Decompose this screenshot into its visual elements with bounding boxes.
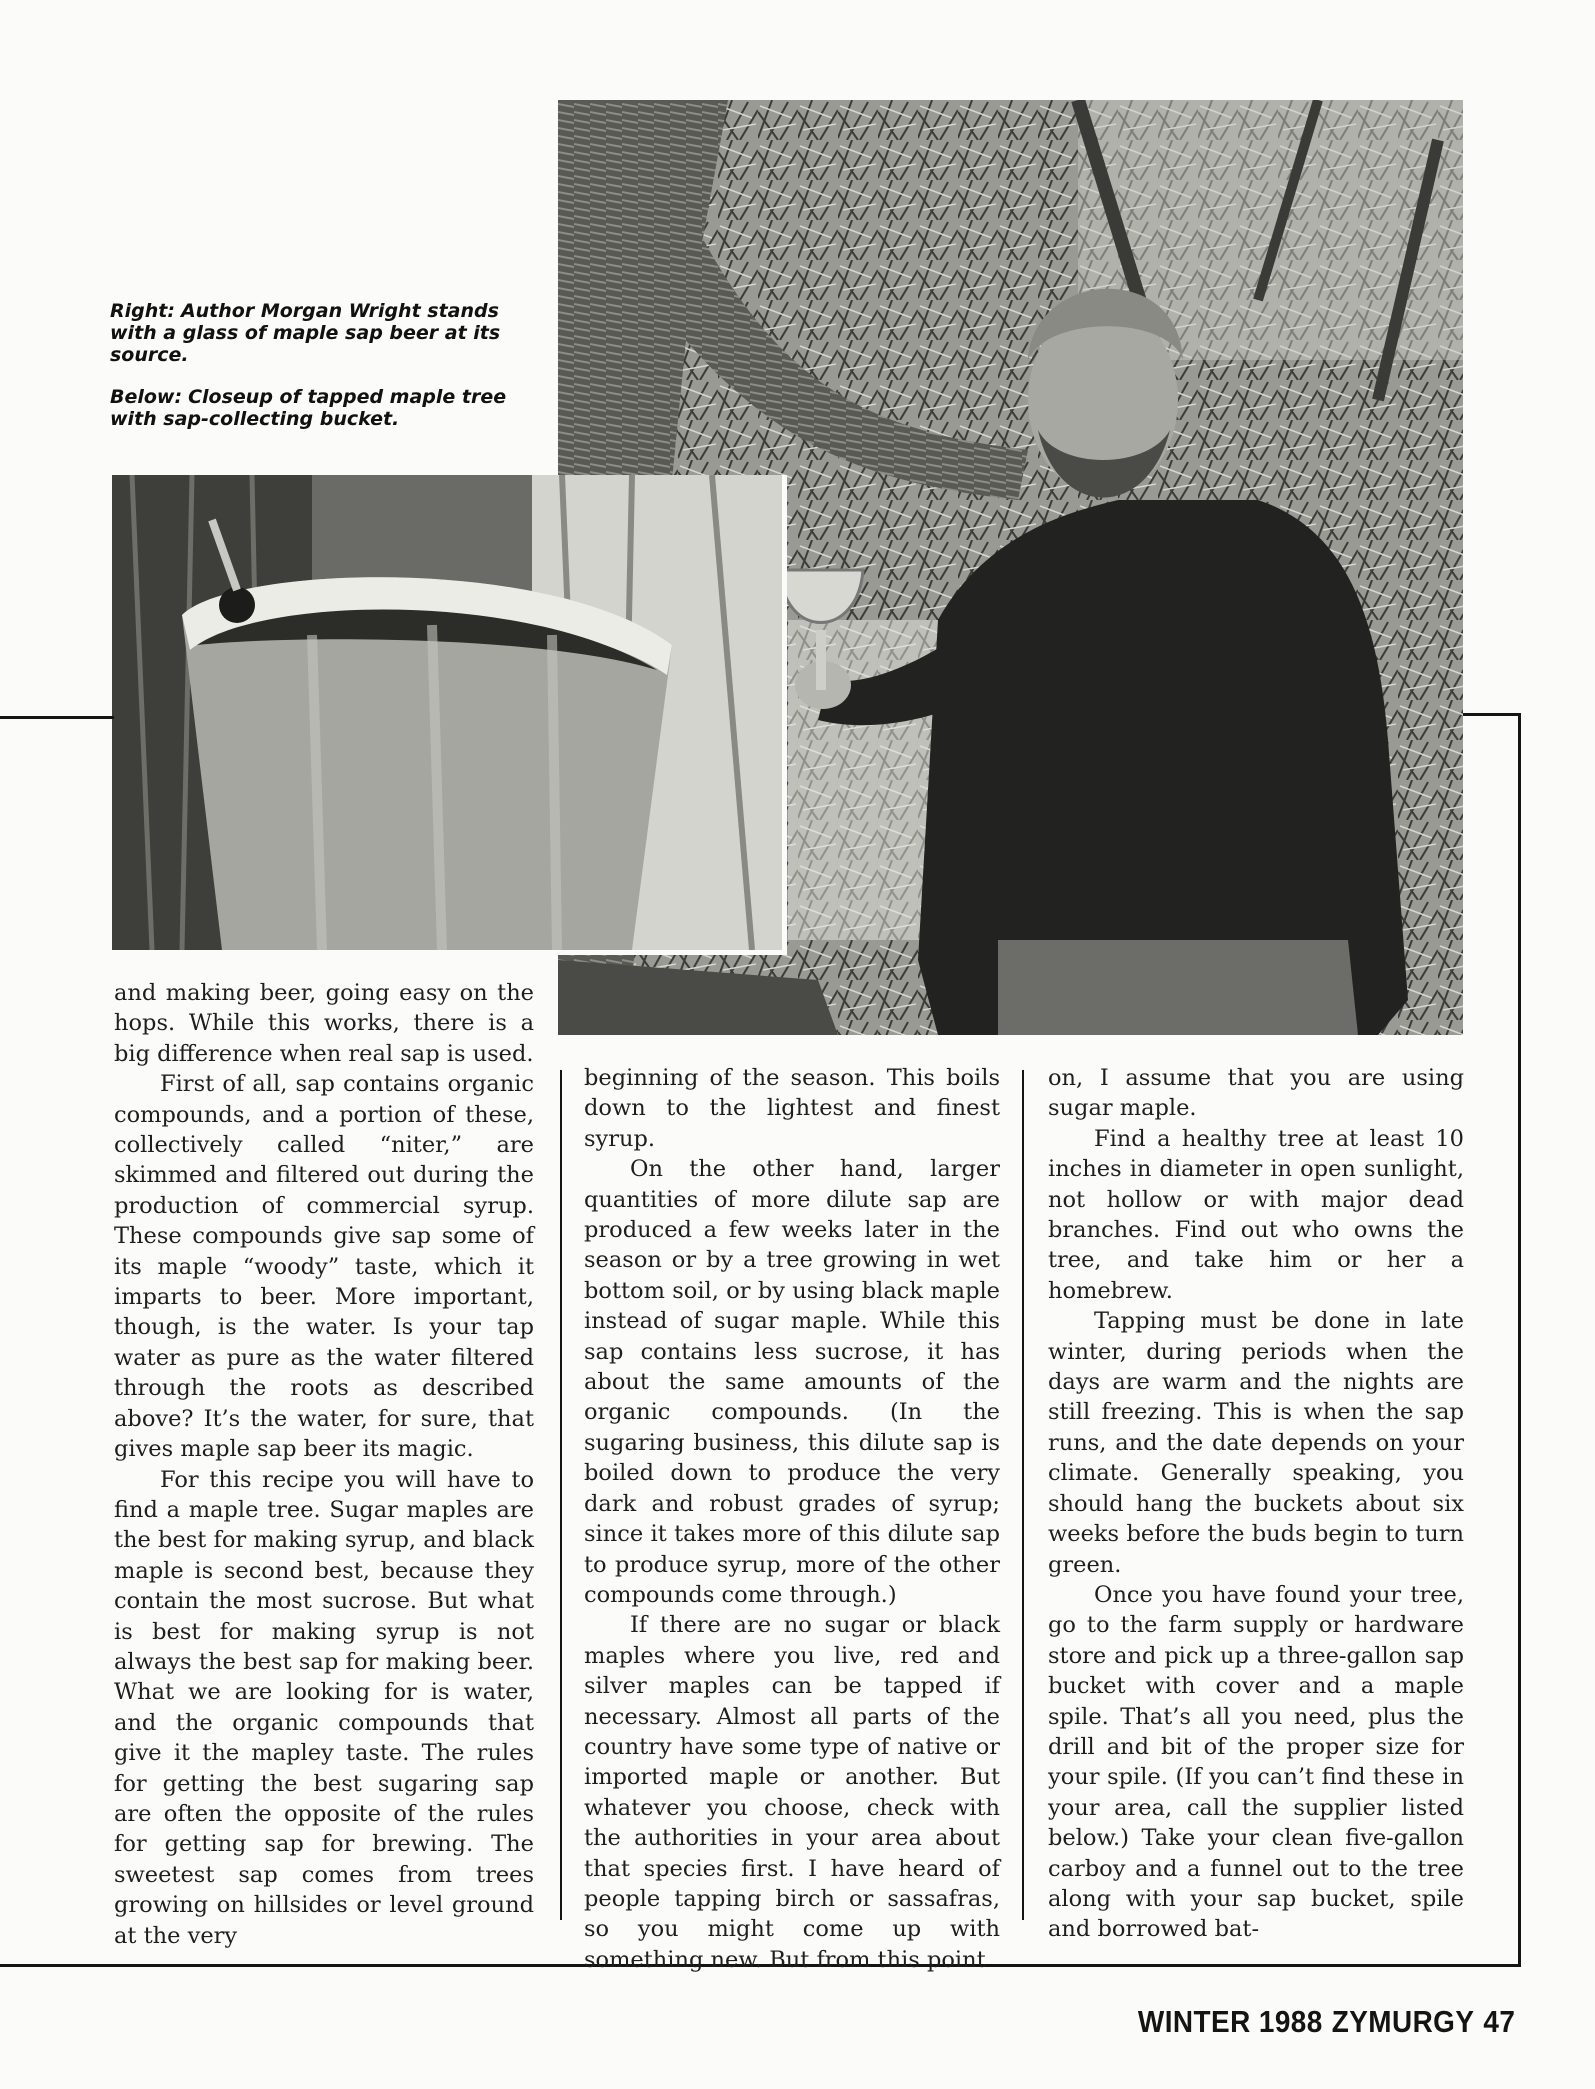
article-column-3 [1048,1063,1464,1945]
caption-right-text: Author Morgan Wright stands with a glass of maple sap beer at its source. [110,300,501,366]
paragraph: and making beer, going easy on the hops. While this works, there is a big difference when real sap is used. [114,980,534,1067]
paragraph: Tapping must be done in late winter, during periods when the days are warm and the nights are still freezing. This is when the sap runs, and the date depends on your climate. Generally speaking, you should hang the buckets about six weeks before the buds begin to turn green. [1048,1308,1464,1578]
caption-below-label: Below: [110,386,183,408]
paragraph: beginning of the season. This boils down to the lightest and finest syrup. [584,1065,1000,1152]
caption-right [110,300,550,366]
article-column-1 [114,978,534,1951]
footer-magazine: ZYMURGY [1331,2004,1475,2039]
article-column-2 [584,1063,1000,1975]
paragraph: If there are no sugar or black maples where you live, red and silver maples can be tapped if necessary. Almost all parts of the country have some type of native or imported maple or another. But whatever you choose, check with the authorities in your area about that species first. I have heard of people tapping birch or sassafras, so you might come up with something new. But from this point [584,1612,1000,1973]
paragraph: First of all, sap contains organic compounds, and a portion of these, collectively called “niter,” are skimmed and filtered out during the production of commercial syrup. These compounds give sap some of its maple “woody” taste, which it imparts to beer. More important, though, is the water. Is your tap water as pure as the water filtered through the roots as described above? It’s the water, for sure, that gives maple sap beer its magic. [114,1071,534,1463]
column-rule-2 [1022,1070,1024,1920]
column-rule-1 [560,1070,562,1920]
caption-below-text: Closeup of tapped maple tree with sap-collecting bucket. [110,386,507,430]
paragraph: For this recipe you will have to find a maple tree. Sugar maples are the best for making syrup, and black maple is second best, because they contain the most sucrose. But what is best for making syrup is not always the best sap for making beer. What we are looking for is water, and the organic compounds that give it the mapley taste. The rules for getting the best sugaring sap are often the opposite of the rules for getting sap for brewing. The sweetest sap comes from trees growing on hillsides or level ground at the very [114,1466,534,1949]
box-rule-left-top [0,716,114,719]
box-rule-right-top [1463,713,1520,716]
footer-page-number: 47 [1483,2004,1515,2039]
paragraph: Find a healthy tree at least 10 inches in diameter in open sunlight, not hollow or with major dead branches. Find out who owns the tree, and take him or her a homebrew. [1048,1125,1464,1304]
page-footer [1129,2004,1515,2040]
paragraph: on, I assume that you are using sugar maple. [1048,1065,1464,1122]
paragraph: Once you have found your tree, go to the farm supply or hardware store and pick up a three-gallon sap bucket with cover and a maple spile. That’s all you need, plus the drill and bit of the proper size for your spile. (If you can’t find these in your area, call the supplier listed below.) Take your clean five-gallon carboy and a funnel out to the tree along with your sap bucket, spile and borrowed bat- [1048,1581,1464,1943]
box-rule-right-side [1518,713,1521,1967]
caption-right-label: Right: [110,300,175,322]
sap-bucket-photo [112,475,787,955]
caption-below [110,386,550,430]
footer-issue: WINTER 1988 [1137,2004,1323,2039]
photo-captions [110,300,550,450]
paragraph: On the other hand, larger quantities of more dilute sap are produced a few weeks later in the season or by a tree growing in wet bottom soil, or by using black maple instead of sugar maple. While this sap contains less sucrose, it has about the same amounts of the organic compounds. (In the sugaring business, this dilute sap is boiled down to produce the very dark and robust grades of syrup; since it takes more of this dilute sap to produce syrup, more of the other compounds come through.) [584,1156,1000,1608]
